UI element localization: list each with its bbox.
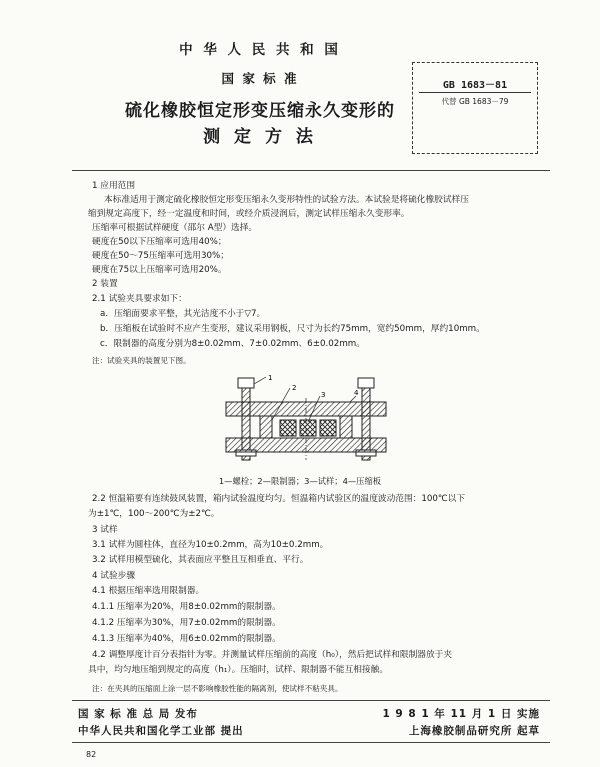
paragraph: 4.1.1 压缩率为20%，用8±0.02mm的限制器。 bbox=[92, 602, 281, 612]
section-3-heading: 3 试样 bbox=[92, 525, 118, 535]
paragraph: 2.2 恒温箱要有连续鼓风装置，箱内试验温度均匀。恒温箱内试验区的温度波动范围：100℃以下 bbox=[92, 494, 466, 504]
header-rule bbox=[72, 170, 550, 171]
section-1-heading: 1 应用范围 bbox=[92, 181, 136, 191]
document-title-line1: 硫化橡胶恒定形变压缩永久变形的 bbox=[125, 101, 395, 121]
limiter-right bbox=[340, 416, 352, 438]
figure-label-1: 1 bbox=[268, 374, 273, 382]
replaces-code: 代替 GB 1683－79 bbox=[441, 97, 509, 106]
standard-code-divider bbox=[419, 92, 531, 93]
page-number: 82 bbox=[86, 750, 97, 759]
figure-label-3: 3 bbox=[321, 391, 326, 399]
paragraph: 缩到规定高度下，经一定温度和时间，或经介质浸润后，测定试样压缩永久变形率。 bbox=[88, 209, 410, 219]
specimen bbox=[280, 420, 296, 436]
note: 注：试验夹具的装置见下图。 bbox=[92, 356, 191, 365]
figure-label-2: 2 bbox=[292, 384, 297, 392]
specimen bbox=[320, 420, 336, 436]
paragraph: 硬度在75以上压缩率可选用20%。 bbox=[92, 265, 227, 275]
paragraph: b．压缩板在试验时不应产生变形，建议采用钢板，尺寸为长约75mm，宽约50mm，厚约10mm。 bbox=[100, 324, 485, 334]
standard-code: GB 1683－81 bbox=[442, 80, 508, 91]
document-title-line2: 测 定 方 法 bbox=[203, 127, 317, 147]
proposer-line: 中华人民共和国化学工业部 提出 bbox=[78, 725, 244, 737]
issuer-line: 国 家 标 准 总 局 发布 bbox=[78, 708, 198, 720]
figure-label-4: 4 bbox=[354, 389, 359, 397]
note: 注：在夹具的压缩面上涂一层不影响橡胶性能的隔离剂，使试样不粘夹具。 bbox=[92, 684, 343, 693]
paragraph: 4.2 调整厚度计百分表指针为零。并测量试样压缩前的高度（h₀），然后把试样和限制器放于夹 bbox=[92, 650, 453, 660]
footer-rule-bottom bbox=[72, 742, 550, 743]
country-title: 中 华 人 民 共 和 国 bbox=[179, 42, 341, 58]
effective-date: 1 9 8 1 年 11 月 1 日 实施 bbox=[382, 708, 540, 720]
paragraph: 压缩率可根据试样硬度（邵尔 A型）选择。 bbox=[92, 223, 258, 233]
drafter-line: 上海橡胶制品研究所 起草 bbox=[408, 725, 540, 737]
paragraph: 硬度在50以下压缩率可选用40%； bbox=[92, 237, 227, 247]
paragraph: 4.1.2 压缩率为30%，用7±0.02mm的限制器。 bbox=[92, 618, 281, 628]
section-4-heading: 4 试验步骤 bbox=[92, 571, 136, 581]
paragraph: a．压缩面要求平整，其光洁度不小于▽7。 bbox=[100, 309, 266, 319]
paragraph: 本标准适用于测定硫化橡胶恒定形变压缩永久变形特性的试验方法。本试验是将硫化橡胶试样压 bbox=[104, 195, 469, 205]
paragraph: 3.2 试样用模型硫化，其表面应平整且互相垂直、平行。 bbox=[92, 555, 309, 565]
standard-code-box bbox=[412, 62, 538, 154]
figure-caption: 1—螺栓；2—限制器；3—试样；4—压缩板 bbox=[218, 476, 382, 486]
section-2-heading: 2 装置 bbox=[92, 279, 118, 289]
document-body-continued bbox=[88, 494, 552, 694]
paragraph: 为±1℃，100～200℃为±2℃。 bbox=[88, 509, 220, 519]
fixture-diagram bbox=[200, 372, 410, 462]
paragraph: 4.1 根据压缩率选用限制器。 bbox=[92, 586, 205, 596]
paragraph: c．限制器的高度分别为8±0.02mm、7±0.02mm、6±0.02mm。 bbox=[100, 339, 365, 349]
paragraph: 具中，均匀地压缩到规定的高度（h₁）。压缩时，试样、限制器不能互相接触。 bbox=[88, 665, 389, 675]
leader-line bbox=[254, 377, 266, 384]
limiter-left bbox=[260, 416, 272, 438]
standard-type: 国 家 标 准 bbox=[221, 71, 299, 86]
paragraph: 3.1 试样为圆柱体，直径为10±0.2mm，高为10±0.2mm。 bbox=[92, 540, 329, 550]
paragraph: 2.1 试验夹具要求如下： bbox=[92, 294, 187, 304]
specimen bbox=[300, 420, 316, 436]
paragraph: 4.1.3 压缩率为40%，用6±0.02mm的限制器。 bbox=[92, 634, 281, 644]
footer-rule bbox=[72, 700, 550, 701]
paragraph: 硬度在50～75压缩率可选用30%； bbox=[92, 251, 229, 261]
